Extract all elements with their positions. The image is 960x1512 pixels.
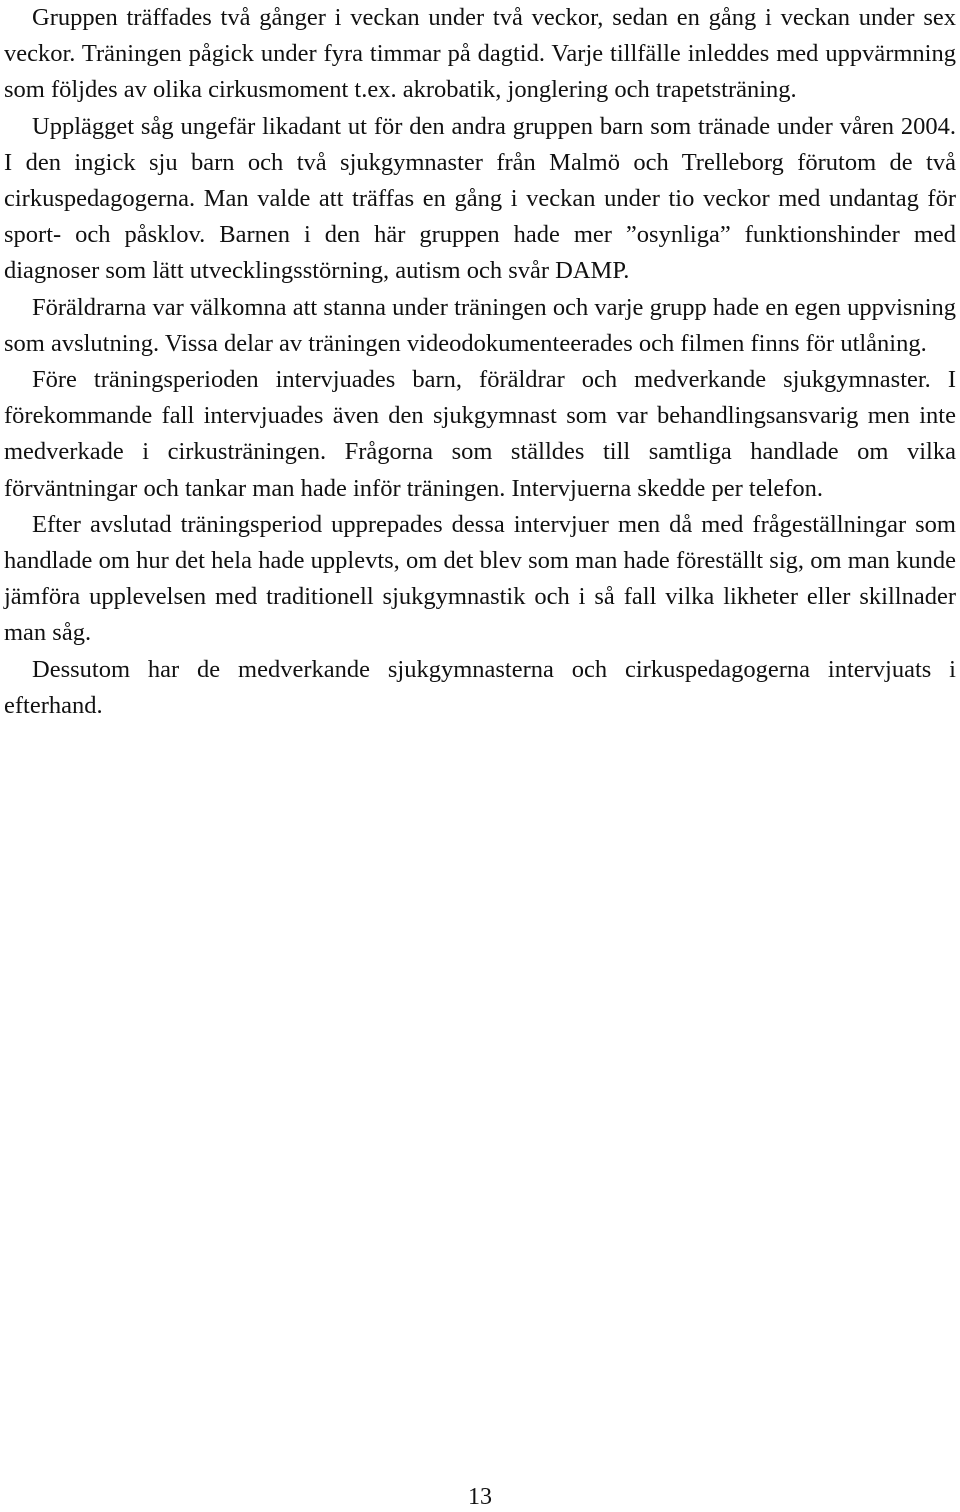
paragraph-2: Upplägget såg ungefär likadant ut för den andra gruppen barn som tränade under våren 2004. I den ingick sju barn och två sjukgymnaster från Malmö och Trelleborg förutom de två cirkuspedagogerna. Man valde att träffas en gång i veckan under tio veckor med undantag för sport- och påsklov. Barnen i den här gruppen hade mer ”osynliga” funktionshinder med diagnoser som lätt utvecklingsstörning, autism och svår DAMP. [4,112,956,285]
paragraph-4: Före träningsperioden intervjuades barn, föräldrar och medverkande sjukgymnaster. I förekommande fall intervjuades även den sjukgymnast som var behandlingsansvarig men inte medverkade i cirkusträningen. Frågorna som ställdes till samtliga handlade om vilka förväntningar och tankar man hade inför träningen. Intervjuerna skedde per telefon. [4,366,956,502]
paragraph-6: Dessutom har de medverkande sjukgymnasterna och cirkuspedagogerna intervjuats i efterhand. [4,655,956,719]
paragraph-1: Gruppen träffades två gånger i veckan under två veckor, sedan en gång i veckan under sex veckor. Träningen pågick under fyra timmar på dagtid. Varje tillfälle inleddes med uppvärmning som följdes av olika cirkusmoment t.ex. akrobatik, jonglering och trapetsträning. [4,4,956,104]
body-text [4,0,956,724]
paragraph-3: Föräldrarna var välkomna att stanna under träningen och varje grupp hade en egen uppvisning som avslutning. Vissa delar av träningen videodokumenteerades och filmen finns för utlåning. [4,293,956,357]
page-number: 13 [468,1484,492,1510]
paragraph-5: Efter avslutad träningsperiod upprepades dessa intervjuer men då med frågeställningar som handlade om hur det hela hade upplevts, om det blev som man hade föreställt sig, om man kunde jämföra upplevelsen med traditionell sjukgymnastik och i så fall vilka likheter eller skillnader man såg. [4,510,956,647]
